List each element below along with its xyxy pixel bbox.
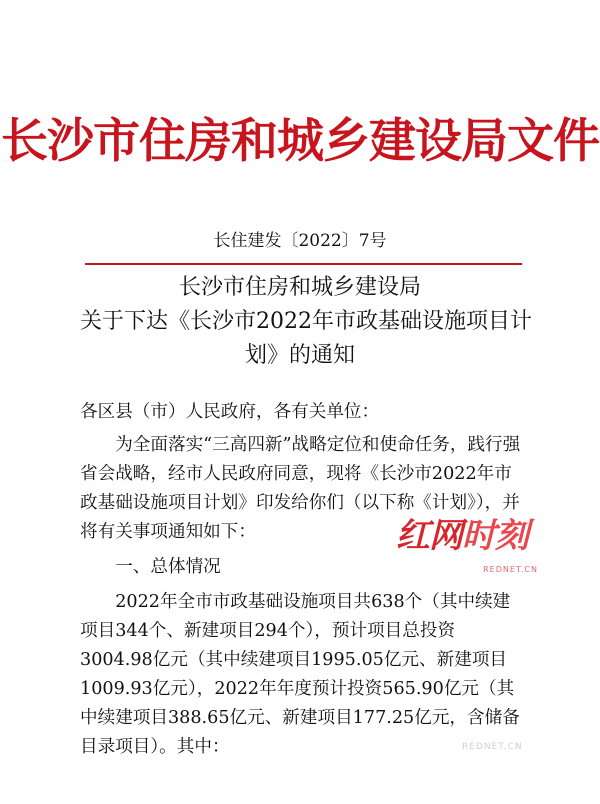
rednet-watermark-logo <box>396 514 546 574</box>
watermark-brand-part: 时刻 <box>462 516 528 556</box>
body-paragraph: 2022年全市市政基础设施项目共638个（其中续建项目344个、新建项目294个），预计项目总投资3004.98亿元（其中续建项目1995.05亿元、新建项目1009.93亿元），2022年年度预计投资565.90亿元（其中续建项目388.65亿元、新建项目177.25亿元，含储备目录项目）。其中： <box>80 592 520 757</box>
notice-title <box>80 271 532 373</box>
addressee-line: 各区县（市）人民政府，各有关单位： <box>80 402 380 422</box>
document-body <box>80 398 526 762</box>
notice-title-line: 关于下达《长沙市2022年市政基础设施项目计 <box>80 309 532 334</box>
document-number: 长住建发〔2022〕7号 <box>213 231 387 251</box>
document-header-title: 长沙市住房和城乡建设局文件 <box>1 114 599 169</box>
red-divider-line <box>85 263 522 265</box>
body-paragraph: 为全面落实“三高四新”战略定位和使命任务，践行强省会战略，经市人民政府同意，现将《长沙市2022年市政基础设施项目计划》印发给你们（以下称《计划》），并将有关事项通知如下： <box>80 435 521 542</box>
notice-title-line: 长沙市住房和城乡建设局 <box>178 275 421 300</box>
watermark-bottom-domain: REDNET.CN <box>462 742 523 752</box>
notice-title-line: 划》的通知 <box>244 343 355 368</box>
watermark-brand-part: 红网 <box>396 516 462 556</box>
watermark-domain: REDNET.CN <box>483 565 538 574</box>
watermark-brand <box>396 514 528 558</box>
section-heading: 一、总体情况 <box>115 557 221 577</box>
